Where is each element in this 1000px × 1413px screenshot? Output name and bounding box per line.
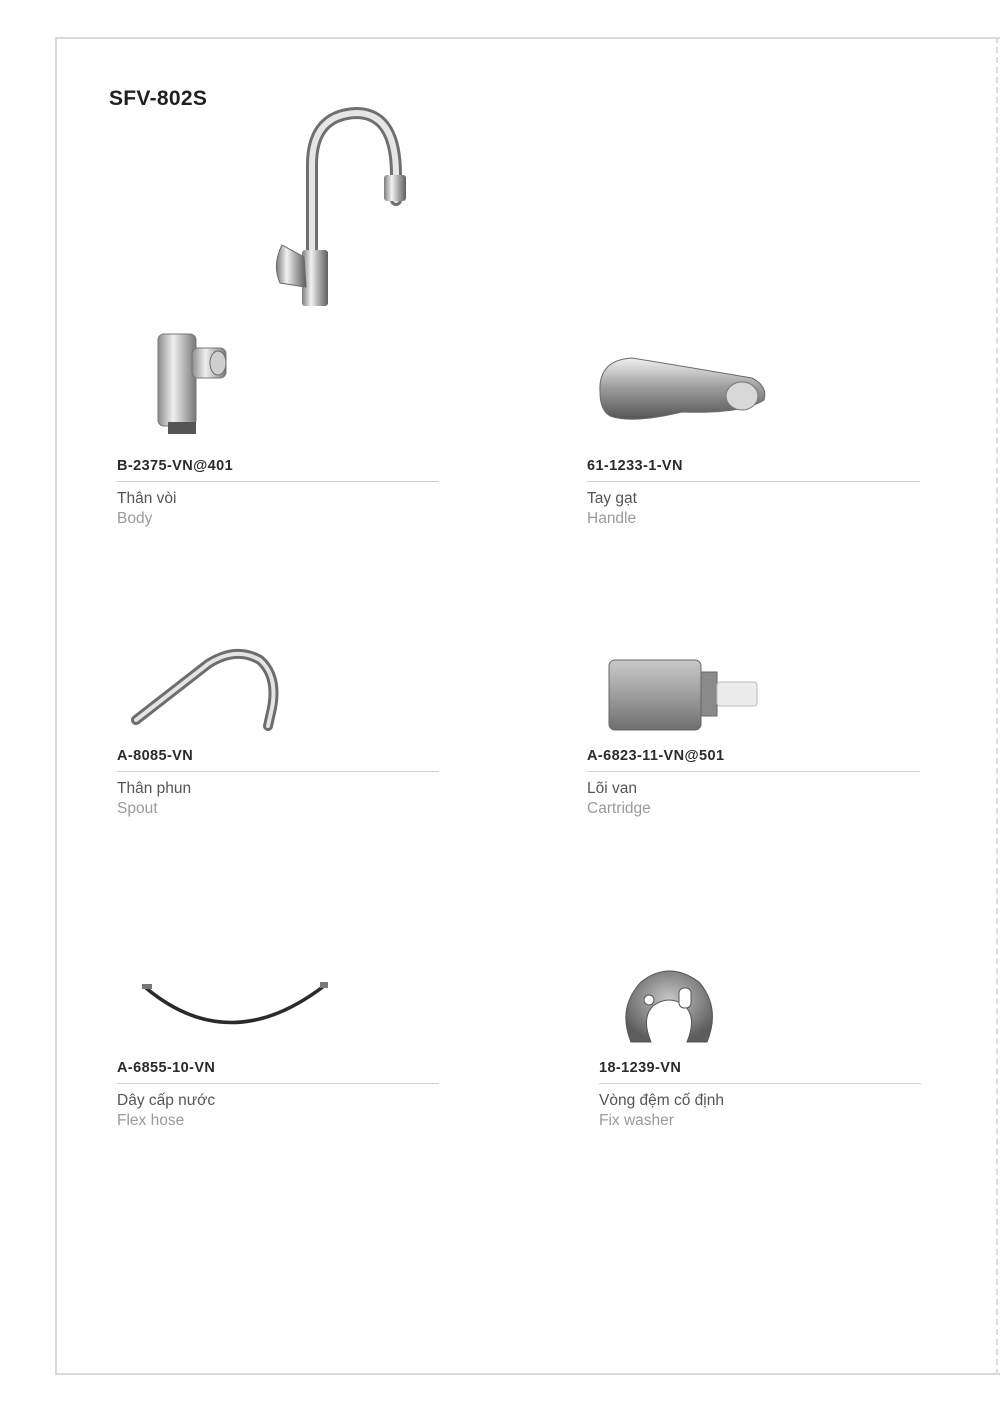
part-name-en: Handle [587,510,637,527]
part-name-en: Flex hose [117,1112,185,1129]
part-name-en: Fix washer [599,1112,674,1129]
fix-washer-icon [617,966,721,1050]
part-name-vi: Thân phun [117,780,192,797]
page-edge-dashes [996,37,998,1375]
part-name-en: Cartridge [587,800,651,817]
part-code: 61-1233-1-VN [587,458,920,482]
part-card-fix-washer [599,1060,921,1131]
part-code: 18-1239-VN [599,1060,921,1084]
part-name-en: Spout [117,800,158,817]
part-card-cartridge [587,748,920,819]
part-name-vi: Dây cấp nước [117,1092,216,1109]
part-name-vi: Lõi van [587,780,637,797]
part-code: A-6855-10-VN [117,1060,439,1084]
part-name-vi: Vòng đệm cố định [599,1092,724,1109]
page-title: SFV-802S [109,87,208,110]
part-code: B-2375-VN@401 [117,458,439,482]
flex-hose-icon [140,978,330,1038]
spout-icon [128,648,284,732]
part-name-vi: Thân vòi [117,490,177,507]
handle-icon [592,352,770,424]
part-card-spout [117,748,439,819]
part-code: A-8085-VN [117,748,439,772]
kitchen-faucet-image [268,105,418,310]
part-name-en: Body [117,510,153,527]
part-name-vi: Tay gạt [587,490,637,507]
faucet-body-icon [152,326,232,438]
part-code: A-6823-11-VN@501 [587,748,920,772]
part-card-body [117,458,439,529]
cartridge-icon [603,656,763,736]
part-card-flex-hose [117,1060,439,1131]
part-card-handle [587,458,920,529]
